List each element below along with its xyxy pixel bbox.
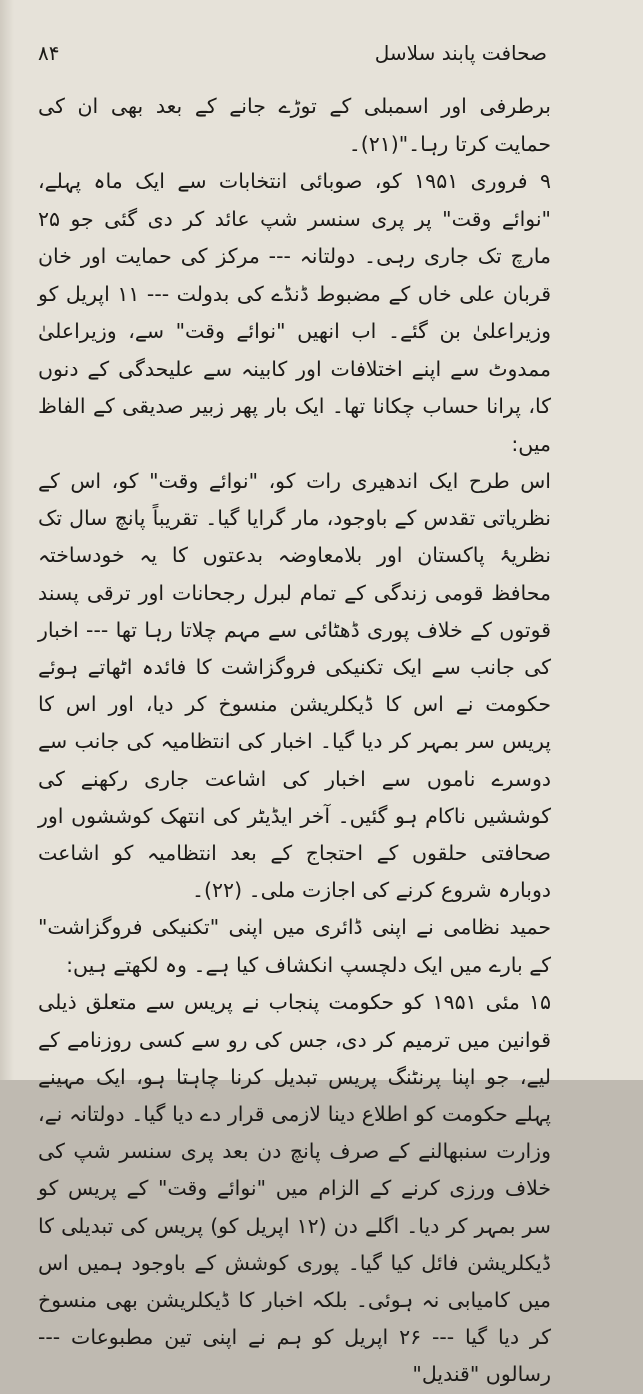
running-head	[38, 40, 547, 66]
paragraph-hameed-nizami-intro: حمید نظامی نے اپنی ڈائری میں اپنی "تکنیکی فروگزاشت" کے بارے میں ایک دلچسپ انکشاف کیا ہے۔ وہ لکھتے ہیں:	[38, 915, 551, 977]
page-body	[38, 88, 551, 1394]
running-title: صحافت پابند سلاسل	[374, 41, 547, 65]
block-quote-siddiqui: اس طرح ایک اندھیری رات کو، "نوائے وقت" کو، اس کے نظریاتی تقدس کے باوجود، مار گرایا گیا۔ تقریباً پانچ سال تک نظریۂ پاکستان اور بلامعاوضہ بدعتوں کا یہ خودساختہ محافظ قومی زندگی کے تمام لبرل رجحانات اور ترقی پسند قوتوں کے خلاف پوری ڈھٹائی سے مہم چلاتا رہا تھا --- اخبار کی جانب سے ایک تکنیکی فروگزاشت کا فائدہ اٹھاتے ہوئے حکومت نے اس کا ڈیکلریشن منسوخ کر دیا، اور اس کا پریس سر بمہر کر دیا گیا۔ اخبار کی انتظامیہ کی جانب سے دوسرے ناموں سے اخبار کی اشاعت جاری رکھنے کی کوششیں ناکام ہو گئیں۔ آخر ایڈیٹر کی انتھک کوششوں اور صحافتی حلقوں کے احتجاج کے بعد انتظامیہ کو اشاعت دوبارہ شروع کرنے کی اجازت ملی۔ (۲۲)۔	[38, 469, 551, 903]
paragraph-censorship: ۹ فروری ۱۹۵۱ کو، صوبائی انتخابات سے ایک ماہ پہلے، "نوائے وقت" پر پری سنسر شپ عائد کر دی گئی جو ۲۵ مارچ تک جاری رہی۔ دولتانہ --- مرکز کی حمایت اور خان قربان علی خاں کے مضبوط ڈنڈے کی بدولت --- ۱۱ اپریل کو وزیراعلیٰ بن گئے۔ اب انھیں "نوائے وقت" سے، وزیراعلیٰ ممدوٹ سے اپنے اختلافات اور کابینہ سے علیحدگی کے دنوں کا، پرانا حساب چکانا تھا۔ ایک بار پھر زبیر صدیقی کے الفاظ میں:	[38, 169, 551, 456]
block-quote-diary: ۱۵ مئی ۱۹۵۱ کو حکومت پنجاب نے پریس سے متعلق ذیلی قوانین میں ترمیم کر دی، جس کی رو سے کسی روزنامے کے لیے، جو اپنا پرنٹنگ پریس تبدیل کرنا چاہتا ہو، ایک مہینے پہلے حکومت کو اطلاع دینا لازمی قرار دے دیا گیا۔ دولتانہ نے، وزارت سنبھالنے کے صرف پانچ دن بعد پری سنسر شپ کی خلاف ورزی کرنے کے الزام میں "نوائے وقت" کے پریس کو سر بمہر کر دیا۔ اگلے دن (۱۲ اپریل کو) پریس کی تبدیلی کا ڈیکلریشن فائل کیا گیا۔ پوری کوشش کے باوجود ہمیں اس میں کامیابی نہ ہوئی۔ بلکہ اخبار کا ڈیکلریشن بھی منسوخ کر دیا گیا --- ۲۶ اپریل کو ہم نے اپنی تین مطبوعات --- رسالوں "قندیل"	[38, 990, 551, 1387]
paragraph-carryover: برطرفی اور اسمبلی کے توڑے جانے کے بعد بھی ان کی حمایت کرتا رہا۔"(۲۱)۔	[38, 94, 551, 156]
page-number: ۸۴	[38, 41, 60, 65]
